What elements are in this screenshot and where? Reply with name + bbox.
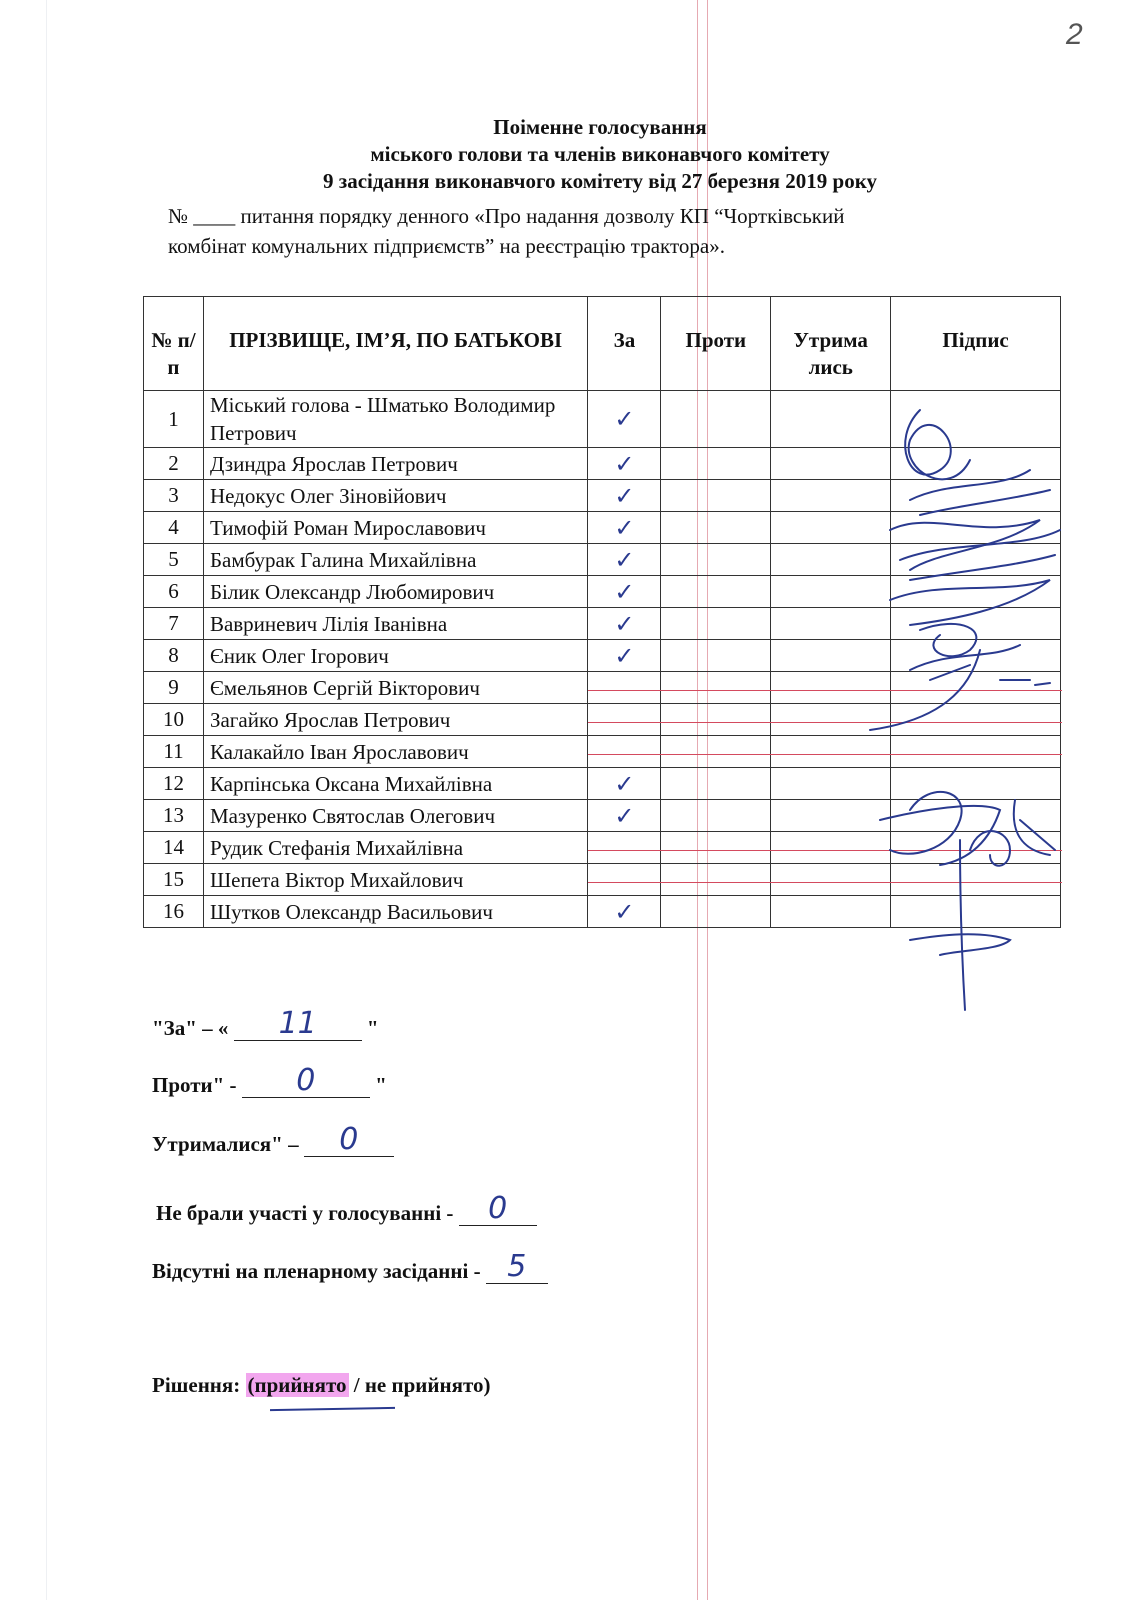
- vote-against-cell: [661, 832, 771, 864]
- member-name: Бамбурак Галина Михайлівна: [203, 544, 588, 576]
- absent-strike: [588, 722, 662, 723]
- row-number: 14: [144, 832, 204, 864]
- absent-strike: [588, 754, 662, 755]
- row-number: 13: [144, 800, 204, 832]
- check-mark-icon: ✓: [614, 405, 635, 433]
- row-number: 15: [144, 864, 204, 896]
- vote-for-cell: [588, 800, 661, 832]
- vote-for-cell: [588, 736, 661, 768]
- scan-margin-line: [46, 0, 47, 1600]
- absent-strike: [588, 882, 662, 883]
- vote-for-cell: [588, 512, 661, 544]
- vote-against-cell: [661, 704, 771, 736]
- absent-strike: [661, 754, 772, 755]
- member-name: Калакайло Іван Ярославович: [203, 736, 588, 768]
- member-name: Карпінська Оксана Михайлівна: [203, 768, 588, 800]
- tally-for-label: "За" – «: [152, 1016, 229, 1040]
- member-name: Мазуренко Святослав Олегович: [203, 800, 588, 832]
- vote-against-cell: [661, 864, 771, 896]
- vote-against-cell: [661, 391, 771, 448]
- vote-for-cell: [588, 896, 661, 928]
- vote-for-cell: [588, 704, 661, 736]
- tally-absent: [152, 1251, 548, 1284]
- member-name: Шепета Віктор Михайлович: [203, 864, 588, 896]
- handwritten-signatures: [850, 380, 1070, 1040]
- vote-for-cell: [588, 832, 661, 864]
- header-for: За: [588, 297, 661, 391]
- absent-strike: [661, 882, 772, 883]
- title-line-2: міського голови та членів виконавчого комітету: [370, 142, 830, 166]
- row-number: 8: [144, 640, 204, 672]
- row-number: 9: [144, 672, 204, 704]
- tally-abstained: [152, 1124, 394, 1157]
- header-against: Проти: [661, 297, 771, 391]
- member-name: Єник Олег Ігорович: [203, 640, 588, 672]
- tally-absent-value: 5: [486, 1251, 548, 1284]
- absent-strike: [588, 850, 662, 851]
- header-abstained: Утрима лись: [771, 297, 891, 391]
- subject-line-2: комбінат комунальних підприємств” на реєстрацію трактора».: [168, 234, 725, 258]
- subject-line-1: № ____ питання порядку денного «Про надання дозволу КП “Чортківський: [168, 204, 845, 228]
- absent-strike: [661, 722, 772, 723]
- member-name: Шутков Олександр Васильович: [203, 896, 588, 928]
- check-mark-icon: ✓: [614, 897, 635, 926]
- tally-against-label: Проти" -: [152, 1073, 237, 1097]
- check-mark-icon: ✓: [614, 641, 635, 670]
- member-name: Дзиндра Ярослав Петрович: [203, 448, 588, 480]
- row-number: 5: [144, 544, 204, 576]
- vote-for-cell: [588, 768, 661, 800]
- title-line-3: 9 засідання виконавчого комітету від 27 березня 2019 року: [323, 169, 877, 193]
- vote-for-cell: [588, 391, 661, 448]
- absent-strike: [661, 690, 772, 691]
- check-mark-icon: ✓: [614, 513, 635, 542]
- decision-accepted: прийнято: [254, 1373, 347, 1397]
- vote-against-cell: [661, 896, 771, 928]
- row-number: 1: [144, 391, 204, 448]
- vote-for-cell: [588, 672, 661, 704]
- row-number: 11: [144, 736, 204, 768]
- tally-against-value: 0: [242, 1065, 370, 1098]
- handwritten-underline: [270, 1407, 395, 1411]
- header-number: № п/ п: [144, 297, 204, 391]
- tally-against-end: ": [375, 1073, 387, 1097]
- row-number: 12: [144, 768, 204, 800]
- tally-for-value: 11: [234, 1008, 362, 1041]
- tally-for-end: ": [366, 1016, 379, 1040]
- member-name: Міський голова - Шматько Володимир Петрович: [203, 391, 588, 448]
- vote-for-cell: [588, 576, 661, 608]
- check-mark-icon: ✓: [614, 449, 635, 478]
- tally-against: [152, 1065, 387, 1098]
- title-line-1: Поіменне голосування: [493, 115, 707, 139]
- vote-for-cell: [588, 544, 661, 576]
- vote-against-cell: [661, 512, 771, 544]
- member-name: Тимофій Роман Мирославович: [203, 512, 588, 544]
- tally-not-voting: [156, 1193, 537, 1226]
- member-name: Загайко Ярослав Петрович: [203, 704, 588, 736]
- vote-against-cell: [661, 736, 771, 768]
- vote-for-cell: [588, 448, 661, 480]
- vote-for-cell: [588, 864, 661, 896]
- tally-for: [152, 1008, 379, 1041]
- check-mark-icon: ✓: [614, 609, 635, 638]
- member-name: Ємельянов Сергій Вікторович: [203, 672, 588, 704]
- tally-not-voting-label: Не брали участі у голосуванні -: [156, 1201, 454, 1225]
- vote-for-cell: [588, 480, 661, 512]
- absent-strike: [661, 850, 772, 851]
- row-number: 3: [144, 480, 204, 512]
- vote-against-cell: [661, 544, 771, 576]
- vote-against-cell: [661, 672, 771, 704]
- vote-against-cell: [661, 768, 771, 800]
- vote-for-cell: [588, 608, 661, 640]
- member-name: Вавриневич Лілія Іванівна: [203, 608, 588, 640]
- row-number: 10: [144, 704, 204, 736]
- row-number: 2: [144, 448, 204, 480]
- row-number: 4: [144, 512, 204, 544]
- row-number: 7: [144, 608, 204, 640]
- vote-against-cell: [661, 480, 771, 512]
- decision-rejected: / не прийнято): [348, 1373, 491, 1397]
- vote-against-cell: [661, 576, 771, 608]
- header-name: ПРІЗВИЩЕ, ІМ’Я, ПО БАТЬКОВІ: [203, 297, 588, 391]
- check-mark-icon: ✓: [614, 769, 635, 798]
- tally-abstained-label: Утрималися" –: [152, 1132, 299, 1156]
- tally-absent-label: Відсутні на пленарному засіданні -: [152, 1259, 481, 1283]
- decision: [152, 1373, 490, 1398]
- check-mark-icon: ✓: [614, 577, 635, 606]
- header-signature: Підпис: [891, 297, 1061, 391]
- vote-against-cell: [661, 800, 771, 832]
- tally-not-voting-value: 0: [459, 1193, 537, 1226]
- tally-abstained-value: 0: [304, 1124, 394, 1157]
- check-mark-icon: ✓: [614, 481, 635, 510]
- check-mark-icon: ✓: [614, 801, 635, 830]
- decision-highlight: [246, 1373, 349, 1397]
- decision-open-paren: (: [247, 1373, 255, 1397]
- row-number: 6: [144, 576, 204, 608]
- member-name: Рудик Стефанія Михайлівна: [203, 832, 588, 864]
- vote-against-cell: [661, 608, 771, 640]
- decision-label: Рішення:: [152, 1373, 246, 1397]
- table-header-row: [144, 297, 1061, 391]
- check-mark-icon: ✓: [614, 545, 635, 574]
- vote-for-cell: [588, 640, 661, 672]
- row-number: 16: [144, 896, 204, 928]
- vote-against-cell: [661, 448, 771, 480]
- member-name: Білик Олександр Любомирович: [203, 576, 588, 608]
- vote-against-cell: [661, 640, 771, 672]
- member-name: Недокус Олег Зіновійович: [203, 480, 588, 512]
- absent-strike: [588, 690, 662, 691]
- page-number: 2: [1066, 18, 1083, 51]
